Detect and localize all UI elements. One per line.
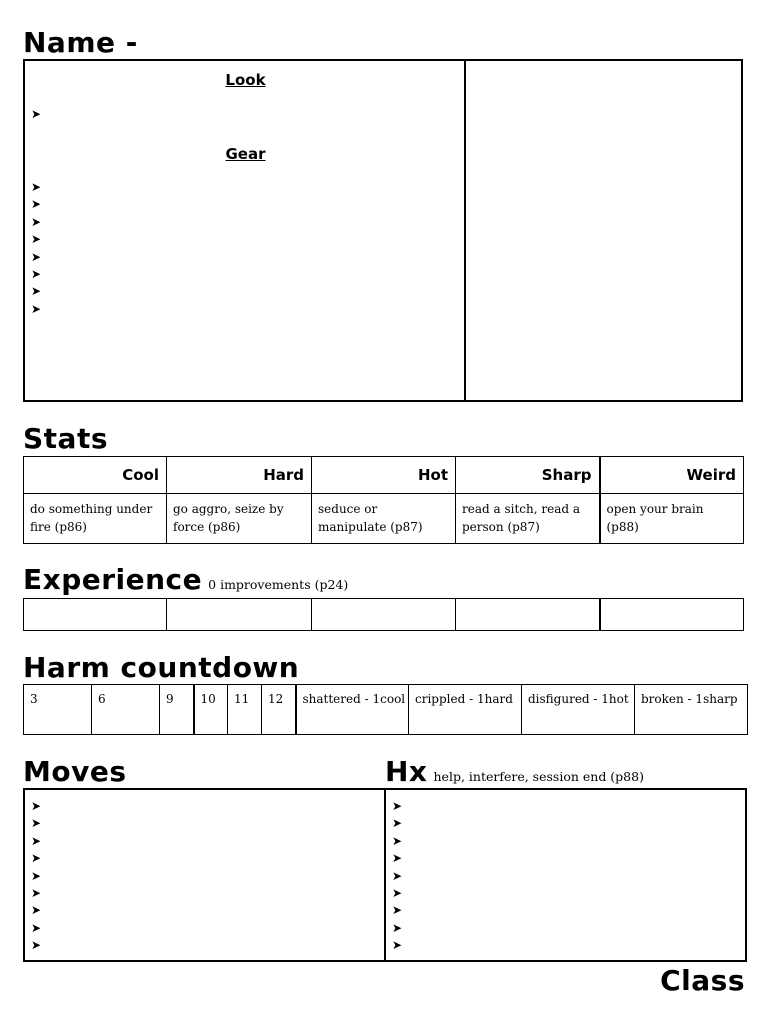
stat-name-hot: Hot [312, 457, 456, 494]
gear-title: Gear [225, 145, 266, 163]
stat-name-sharp: Sharp [456, 457, 600, 494]
experience-track [23, 598, 744, 631]
gear-bullet[interactable]: ➤ [31, 180, 42, 194]
gear-bullet[interactable]: ➤ [31, 214, 42, 229]
harm-heading: Harm countdown [23, 651, 300, 684]
experience-heading [23, 563, 349, 596]
hx-bullet[interactable]: ➤ [392, 938, 403, 953]
stat-desc-cool: do something under fire (p86) [24, 494, 167, 544]
experience-box[interactable] [24, 599, 167, 631]
look-gear-panel [25, 61, 466, 400]
hx-heading [385, 755, 644, 788]
gear-bullet[interactable]: ➤ [31, 266, 42, 281]
move-bullet[interactable]: ➤ [31, 799, 42, 813]
harm-cell-broken[interactable]: broken - 1sharp [635, 685, 748, 735]
experience-title: Experience [23, 563, 203, 596]
harm-row [24, 685, 748, 735]
name-heading: Name - [23, 26, 138, 59]
stat-desc-hot: seduce or manipulate (p87) [312, 494, 456, 544]
move-bullet[interactable]: ➤ [31, 833, 42, 848]
stats-heading: Stats [23, 422, 108, 455]
hx-subtext: help, interfere, session end (p88) [433, 769, 644, 784]
harm-cell-10[interactable]: 10 [194, 685, 228, 735]
moves-panel [25, 790, 386, 960]
look-title: Look [225, 71, 266, 89]
harm-cell-11[interactable]: 11 [228, 685, 262, 735]
gear-bullet[interactable]: ➤ [31, 301, 42, 316]
moves-hx-box [23, 788, 747, 962]
portrait-area[interactable] [466, 61, 741, 400]
hx-bullet[interactable]: ➤ [392, 816, 403, 831]
stat-name-hard: Hard [167, 457, 312, 494]
hx-bullet[interactable]: ➤ [392, 885, 403, 900]
gear-bullet[interactable]: ➤ [31, 284, 42, 299]
harm-cell-6[interactable]: 6 [92, 685, 160, 735]
gear-bullet[interactable]: ➤ [31, 249, 42, 264]
class-label: Class [660, 964, 745, 997]
hx-bullet[interactable]: ➤ [392, 920, 403, 935]
gear-bullet[interactable]: ➤ [31, 232, 42, 247]
stats-header-row [24, 457, 744, 494]
move-bullet[interactable]: ➤ [31, 816, 42, 831]
hx-bullet[interactable]: ➤ [392, 851, 403, 866]
experience-box[interactable] [600, 599, 744, 631]
hx-bullet[interactable]: ➤ [392, 868, 403, 883]
moves-list [31, 798, 41, 955]
stats-table [23, 456, 744, 544]
hx-bullet[interactable]: ➤ [392, 903, 403, 918]
experience-box[interactable] [312, 599, 456, 631]
hx-panel [386, 790, 745, 960]
harm-countdown-table [23, 684, 748, 735]
move-bullet[interactable]: ➤ [31, 851, 42, 866]
harm-cell-3[interactable]: 3 [24, 685, 92, 735]
stat-desc-sharp: read a sitch, read a person (p87) [456, 494, 600, 544]
move-bullet[interactable]: ➤ [31, 903, 42, 918]
gear-list [31, 179, 41, 318]
stats-description-row [24, 494, 744, 544]
hx-title: Hx [385, 755, 428, 788]
stat-desc-hard: go aggro, seize by force (p86) [167, 494, 312, 544]
look-list [31, 106, 41, 123]
harm-cell-crippled[interactable]: crippled - 1hard [409, 685, 522, 735]
experience-box[interactable] [167, 599, 312, 631]
move-bullet[interactable]: ➤ [31, 868, 42, 883]
hx-bullet[interactable]: ➤ [392, 833, 403, 848]
move-bullet[interactable]: ➤ [31, 938, 42, 953]
move-bullet[interactable]: ➤ [31, 920, 42, 935]
hx-list [392, 798, 402, 955]
experience-box[interactable] [456, 599, 600, 631]
move-bullet[interactable]: ➤ [31, 885, 42, 900]
gear-bullet[interactable]: ➤ [31, 197, 42, 212]
stat-desc-weird: open your brain (p88) [600, 494, 744, 544]
stat-name-weird: Weird [600, 457, 744, 494]
harm-cell-shattered[interactable]: shattered - 1cool [296, 685, 409, 735]
moves-heading: Moves [23, 755, 127, 788]
look-bullet[interactable]: ➤ [31, 107, 42, 121]
harm-cell-disfigured[interactable]: disfigured - 1hot [522, 685, 635, 735]
experience-subtext: 0 improvements (p24) [208, 577, 349, 592]
stat-name-cool: Cool [24, 457, 167, 494]
hx-bullet[interactable]: ➤ [392, 799, 403, 813]
harm-cell-12[interactable]: 12 [262, 685, 296, 735]
look-gear-box [23, 59, 743, 402]
harm-cell-9[interactable]: 9 [160, 685, 194, 735]
